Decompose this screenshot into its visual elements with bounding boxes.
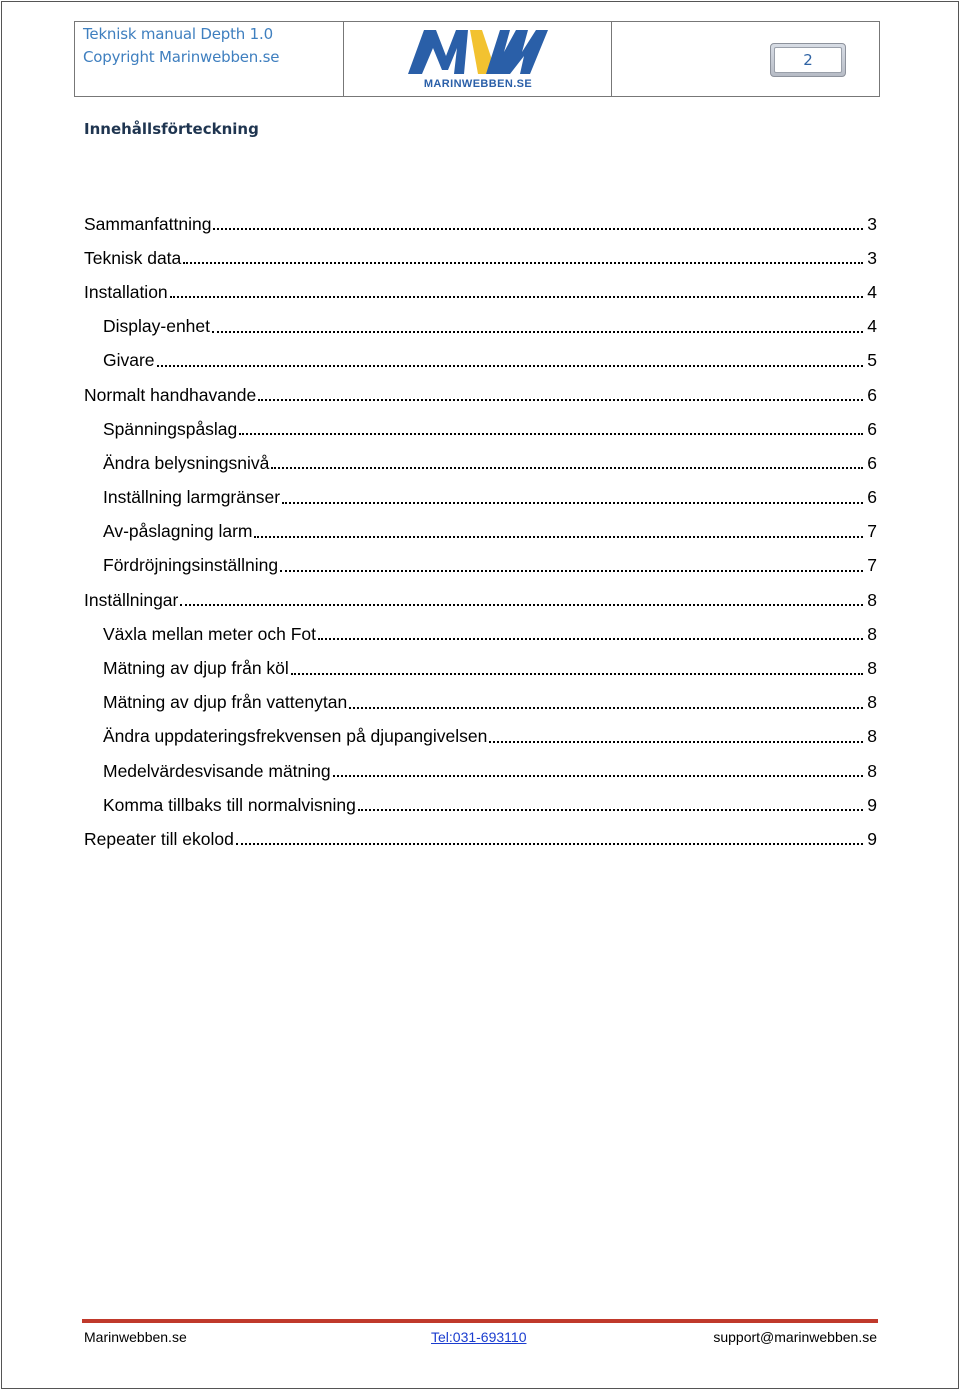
toc-entry[interactable] (84, 754, 877, 788)
toc-entry-label: Ändra belysningsnivå (103, 452, 270, 473)
toc-dot-leader (258, 395, 863, 401)
mw-logo-icon (400, 26, 556, 78)
footer-site: Marinwebben.se (84, 1329, 187, 1345)
toc-entry-page: 3 (867, 213, 877, 234)
toc-entry-page: 5 (867, 350, 877, 371)
toc-entry[interactable] (84, 583, 877, 617)
toc-entry[interactable] (84, 378, 877, 412)
toc-entry-page: 8 (867, 726, 877, 747)
header-copyright: Copyright Marinwebben.se (83, 48, 280, 66)
toc-entry-label: Teknisk data (84, 247, 182, 268)
toc-dot-leader (180, 600, 863, 606)
toc-entry-label: Ändra uppdateringsfrekvensen på djupangivelsen (103, 726, 488, 747)
table-of-contents (84, 207, 877, 857)
toc-dot-leader (318, 634, 863, 640)
toc-entry-label: Givare (103, 350, 155, 371)
toc-entry-label: Sammanfattning (84, 213, 212, 234)
toc-entry-label: Mätning av djup från köl (103, 658, 289, 679)
toc-entry[interactable] (84, 788, 877, 822)
toc-dot-leader (282, 498, 863, 504)
toc-entry[interactable] (84, 446, 877, 480)
toc-entry-page: 8 (867, 589, 877, 610)
footer-phone-link[interactable]: Tel:031-693110 (431, 1329, 527, 1345)
toc-entry-label: Mätning av djup från vattenytan (103, 692, 348, 713)
toc-entry[interactable] (84, 310, 877, 344)
toc-entry[interactable] (84, 241, 877, 275)
toc-entry-page: 6 (867, 487, 877, 508)
toc-entry-label: Fördröjningsinställning (103, 555, 279, 576)
toc-entry-label: Installation (84, 281, 168, 302)
toc-entry[interactable] (84, 481, 877, 515)
toc-entry[interactable] (84, 412, 877, 446)
toc-dot-leader (213, 224, 863, 230)
toc-entry-page: 6 (867, 418, 877, 439)
toc-dot-leader (291, 669, 863, 675)
toc-dot-leader (212, 327, 863, 333)
toc-dot-leader (489, 737, 863, 743)
toc-entry-label: Inställning larmgränser (103, 487, 281, 508)
toc-entry[interactable] (84, 617, 877, 651)
logo-wordmark: MARINWEBBEN.SE (423, 78, 533, 90)
footer-email: support@marinwebben.se (713, 1329, 877, 1345)
toc-entry-page: 8 (867, 623, 877, 644)
toc-entry-label: Av-påslagning larm (103, 521, 253, 542)
toc-heading: Innehållsförteckning (84, 120, 259, 138)
toc-dot-leader (183, 258, 863, 264)
toc-dot-leader (157, 361, 863, 367)
toc-dot-leader (358, 805, 863, 811)
toc-entry[interactable] (84, 822, 877, 856)
toc-entry-page: 4 (867, 316, 877, 337)
footer-divider (82, 1319, 878, 1323)
toc-entry[interactable] (84, 207, 877, 241)
toc-entry-label: Normalt handhavande (84, 384, 257, 405)
toc-entry-page: 3 (867, 247, 877, 268)
toc-entry-page: 8 (867, 692, 877, 713)
toc-entry-page: 6 (867, 384, 877, 405)
toc-entry-label: Medelvärdesvisande mätning (103, 760, 331, 781)
toc-dot-leader (349, 703, 863, 709)
marinwebben-logo (400, 26, 556, 92)
toc-entry-page: 9 (867, 828, 877, 849)
toc-entry-label: Komma tillbaks till normalvisning (103, 794, 356, 815)
page-header (74, 21, 880, 97)
toc-entry-page: 7 (867, 555, 877, 576)
header-page-cell (612, 22, 879, 96)
toc-entry-label: Spänningspåslag (103, 418, 238, 439)
toc-entry[interactable] (84, 686, 877, 720)
toc-dot-leader (254, 532, 863, 538)
page-number-badge (770, 43, 846, 77)
toc-entry-page: 8 (867, 760, 877, 781)
toc-entry[interactable] (84, 344, 877, 378)
toc-entry[interactable] (84, 651, 877, 685)
toc-entry[interactable] (84, 549, 877, 583)
toc-entry[interactable] (84, 515, 877, 549)
toc-entry-page: 7 (867, 521, 877, 542)
toc-entry-label: Display-enhet (103, 316, 210, 337)
toc-entry[interactable] (84, 275, 877, 309)
header-logo-cell (344, 22, 612, 96)
toc-entry-label: Repeater till ekolod (84, 828, 234, 849)
toc-dot-leader (333, 771, 863, 777)
toc-dot-leader (280, 566, 863, 572)
header-document-title: Teknisk manual Depth 1.0 (83, 25, 273, 43)
toc-entry[interactable] (84, 720, 877, 754)
toc-dot-leader (236, 839, 863, 845)
toc-dot-leader (271, 463, 863, 469)
page-number: 2 (774, 47, 842, 73)
toc-dot-leader (170, 292, 863, 298)
toc-entry-page: 8 (867, 658, 877, 679)
toc-dot-leader (239, 429, 863, 435)
toc-entry-label: Växla mellan meter och Fot (103, 623, 317, 644)
toc-entry-page: 4 (867, 281, 877, 302)
toc-entry-page: 6 (867, 452, 877, 473)
toc-entry-page: 9 (867, 794, 877, 815)
header-title-cell (75, 22, 344, 96)
toc-entry-label: Inställningar (84, 589, 179, 610)
